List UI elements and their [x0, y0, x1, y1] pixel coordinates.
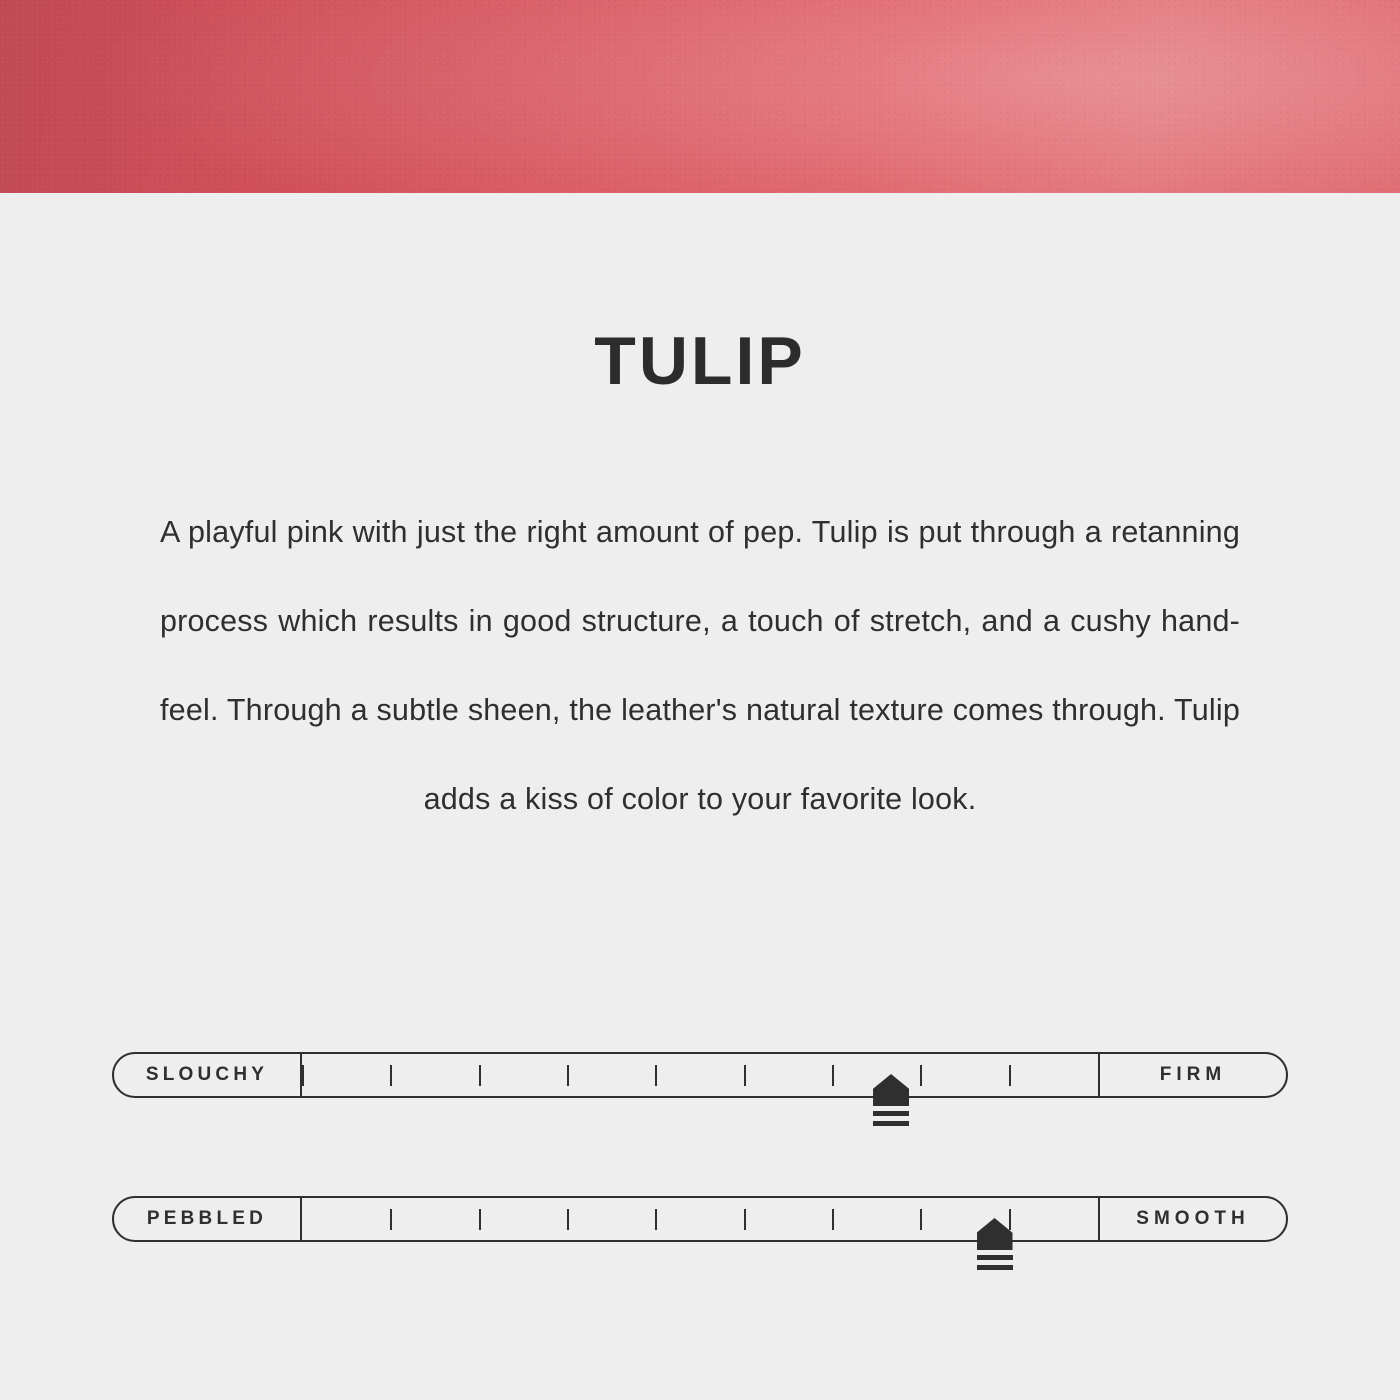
scale-row-structure: [0, 1038, 1400, 1146]
scale-tick: [302, 1065, 304, 1086]
scale-tick: [390, 1209, 392, 1230]
product-description-panel: [0, 193, 1400, 1400]
scale-texture[interactable]: [112, 1196, 1288, 1242]
scale-left-label-slouchy: SLOUCHY: [114, 1054, 302, 1096]
scale-tick: [744, 1209, 746, 1230]
scale-tick: [832, 1209, 834, 1230]
scale-right-label-firm: FIRM: [1098, 1054, 1286, 1096]
marker-bar-icon: [873, 1121, 909, 1126]
scale-tick: [567, 1209, 569, 1230]
scale-track-structure[interactable]: [302, 1054, 1098, 1096]
page-title: TULIP: [594, 323, 806, 399]
scale-structure[interactable]: [112, 1052, 1288, 1098]
scale-row-texture: [0, 1182, 1400, 1290]
scale-marker-structure[interactable]: [868, 1074, 914, 1132]
attribute-scales: [0, 1038, 1400, 1290]
scale-tick: [390, 1065, 392, 1086]
scale-tick: [744, 1065, 746, 1086]
marker-bar-icon: [977, 1265, 1013, 1270]
scale-tick: [920, 1065, 922, 1086]
scale-tick: [655, 1065, 657, 1086]
marker-bar-icon: [873, 1111, 909, 1116]
scale-tick: [655, 1209, 657, 1230]
scale-tick: [479, 1065, 481, 1086]
marker-pointer-icon: [977, 1218, 1013, 1250]
scale-left-label-pebbled: PEBBLED: [114, 1198, 302, 1240]
marker-bar-icon: [977, 1255, 1013, 1260]
scale-tick: [567, 1065, 569, 1086]
scale-tick: [832, 1065, 834, 1086]
marker-pointer-icon: [873, 1074, 909, 1106]
scale-right-label-smooth: SMOOTH: [1098, 1198, 1286, 1240]
scale-track-texture[interactable]: [302, 1198, 1098, 1240]
scale-marker-texture[interactable]: [972, 1218, 1018, 1276]
scale-tick: [479, 1209, 481, 1230]
description-text: A playful pink with just the right amount of pep. Tulip is put through a retanning process which results in good structure, a touch of stretch, and a cushy hand-feel. Through a subtle sheen, the leather's natural texture comes through. Tulip adds a kiss of color to your favorite look.: [160, 515, 1240, 816]
scale-tick: [920, 1209, 922, 1230]
scale-tick: [1009, 1065, 1011, 1086]
tulip-color-swatch: [0, 0, 1400, 193]
